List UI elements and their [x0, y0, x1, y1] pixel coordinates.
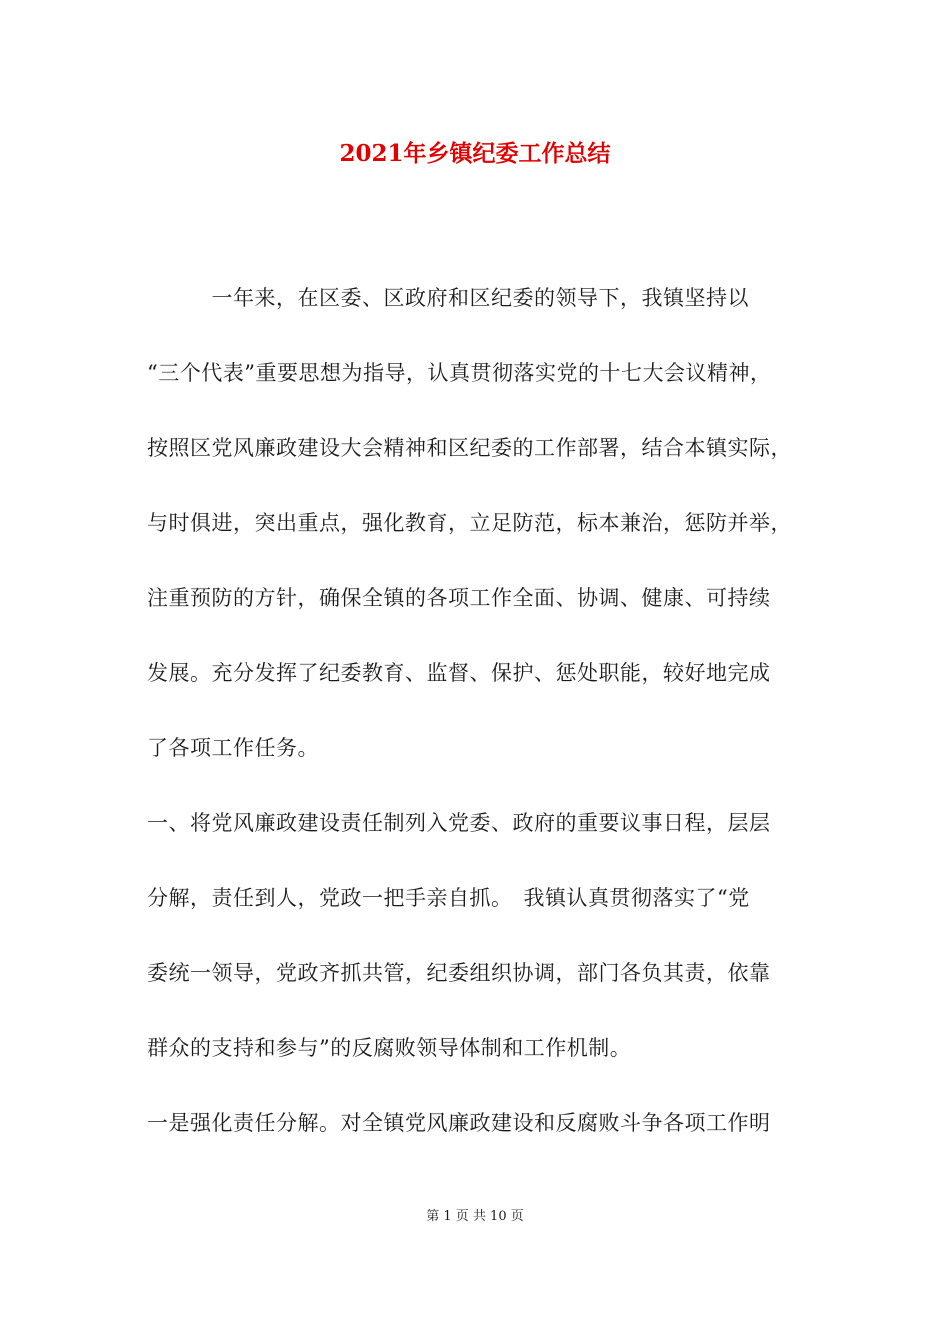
document-title: 2021年乡镇纪委工作总结 [339, 140, 611, 167]
page-number-footer: 第 1 页 共 10 页 [426, 1209, 524, 1224]
body-line-11: 群众的支持和参与”的反腐败领导体制和工作机制。 [147, 1036, 632, 1060]
body-line-3: 按照区党风廉政建设大会精神和区纪委的工作部署，结合本镇实际， [147, 436, 792, 460]
body-line-1: 一年来，在区委、区政府和区纪委的领导下，我镇坚持以 [147, 286, 749, 310]
body-line-2: “三个代表”重要思想为指导，认真贯彻落实党的十七大会议精神， [147, 361, 772, 385]
body-line-7: 了各项工作任务。 [147, 736, 319, 760]
body-line-8: 一、将党风廉政建设责任制列入党委、政府的重要议事日程，层层 [147, 811, 771, 835]
body-line-9: 分解，责任到人，党政一把手亲自抓。 我镇认真贯彻落实了“党 [147, 886, 750, 910]
body-line-5: 注重预防的方针，确保全镇的各项工作全面、协调、健康、可持续 [147, 586, 771, 610]
body-line-12: 一是强化责任分解。对全镇党风廉政建设和反腐败斗争各项工作明 [147, 1111, 771, 1135]
body-line-4: 与时俱进，突出重点，强化教育，立足防范，标本兼治，惩防并举， [147, 511, 792, 535]
body-line-10: 委统一领导，党政齐抓共管，纪委组织协调，部门各负其责，依靠 [147, 961, 771, 985]
body-line-6: 发展。充分发挥了纪委教育、监督、保护、惩处职能，较好地完成 [147, 661, 771, 685]
